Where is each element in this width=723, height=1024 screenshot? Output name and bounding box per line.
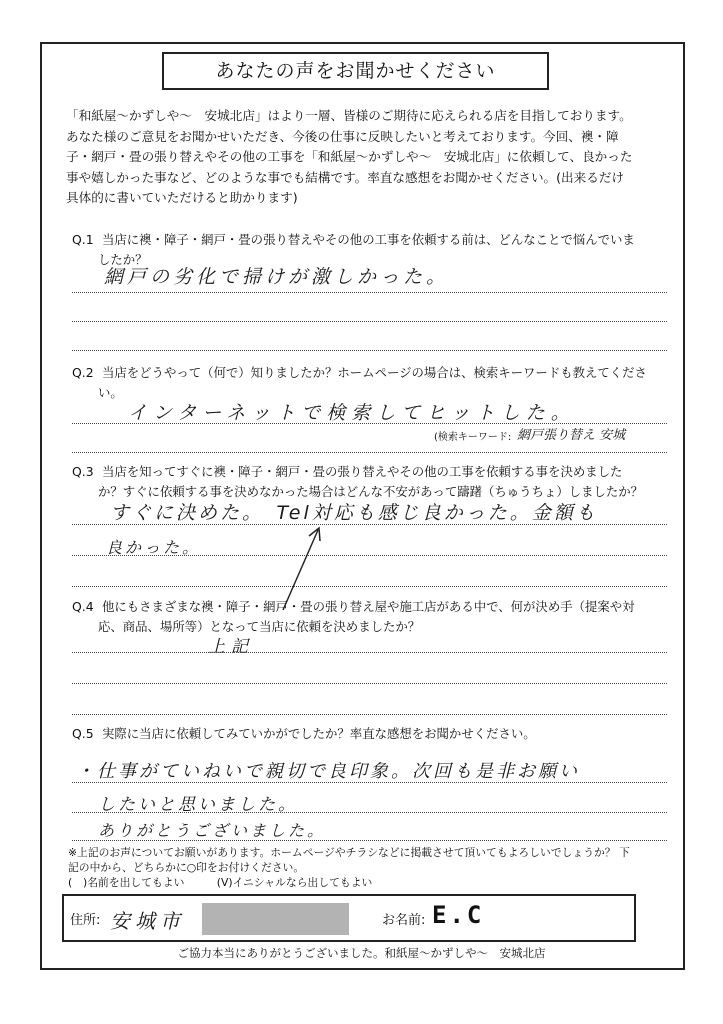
handwritten-answer-4: 上記 — [208, 637, 254, 657]
handwritten-answer-1: 網戸の劣化で掃けが激しかった。 — [104, 266, 450, 288]
publication-consent-notice — [68, 845, 678, 890]
question-text-cont: い。 — [98, 384, 123, 400]
question-text-cont: 応、商品、場所等）となって当店に依頼を決めましたか？ — [98, 618, 421, 634]
question-text: 他にもさまざまな襖・障子・網戸・畳の張り替え屋や施工店がある中で、何が決め手（提案や対 — [102, 599, 635, 614]
question-number: Q.1 — [72, 232, 94, 247]
question-text: 実際に当店に依頼してみていかがでしたか？率直な感想をお聞かせください。 — [102, 726, 536, 741]
form-title: あなたの声をお聞かせください — [162, 52, 549, 90]
handwritten-answer-2: インターネットで検索してヒットした。 — [128, 402, 576, 424]
notice-line: 記の中から、どちらかに○印をお付けください。 — [68, 861, 305, 874]
name-label: お名前: — [382, 913, 426, 928]
intro-line: あなた様のご意見をお聞かせいただき、今後の仕事に反映したいと考えております。今回、襖・障 — [66, 128, 619, 144]
handwritten-answer-3b: 良かった。 — [106, 538, 202, 557]
question-text-cont: したか？ — [98, 251, 148, 267]
intro-line: 子・網戸・畳の張り替えやその他の工事を「和紙屋～かずしや～ 安城北店」に依頼して、良かった — [66, 149, 633, 164]
search-keyword-handwritten: 網戸張り替え 安城 — [517, 428, 626, 443]
question-text: 当店をどうやって（何で）知りましたか？ホームページの場合は、検索キーワードも教えてくださ — [102, 365, 647, 380]
intro-line: 「和紙屋～かずしや～ 安城北店」はより一層、皆様のご期待に応えられる店を目指しております。 — [66, 108, 632, 123]
address-handwritten: 安城市 — [110, 909, 185, 933]
intro-line: 事や嬉しかった事など、どのような事でも結構です。率直な感想をお聞かせください。(出来るだけ — [66, 169, 625, 185]
search-keyword-label: (検索キーワード: — [434, 432, 512, 443]
handwritten-answer-5: ・仕事がていねいで親切で良印象。次回も是非お願い — [76, 761, 580, 782]
name-value: E.C — [432, 901, 485, 929]
handwritten-answer-5c: ありがとうございました。 — [98, 821, 327, 840]
question-text: 当店に襖・障子・網戸・畳の張り替えやその他の工事を依頼する前は、どんなことで悩んでいま — [102, 232, 635, 247]
handwritten-answer-5b: したいと思いました。 — [98, 795, 298, 815]
question-number: Q.4 — [72, 599, 94, 614]
redacted-address — [202, 903, 349, 935]
address-label: 住所: — [70, 913, 101, 928]
notice-line: ※上記のお声についてお願いがあります。ホームページやチラシなどに掲載させて頂いてもよろしいでしょうか？ 下 — [68, 846, 630, 859]
question-number: Q.5 — [72, 726, 94, 741]
question-number: Q.2 — [72, 365, 94, 380]
question-text-cont: か？すぐに依頼する事を決めなかった場合はどんな不安があって躊躇（ちゅうちょ）しましたか？ — [98, 483, 644, 499]
question-number: Q.3 — [72, 464, 94, 479]
intro-line: 具体的に書いていただけると助かります) — [66, 190, 298, 205]
handwritten-answer-3: すぐに決めた。 Tel対応も感じ良かった。金額も — [110, 502, 598, 524]
question-text: 当店を知ってすぐに襖・障子・網戸・畳の張り替えやその他の工事を依頼する事を決めました — [102, 464, 623, 479]
consent-options: ( )名前を出してもよい (V)イニシャルなら出してもよい — [68, 876, 373, 889]
footer-thanks: ご協力本当にありがとうございました。和紙屋～かずしや～ 安城北店 — [177, 946, 546, 960]
